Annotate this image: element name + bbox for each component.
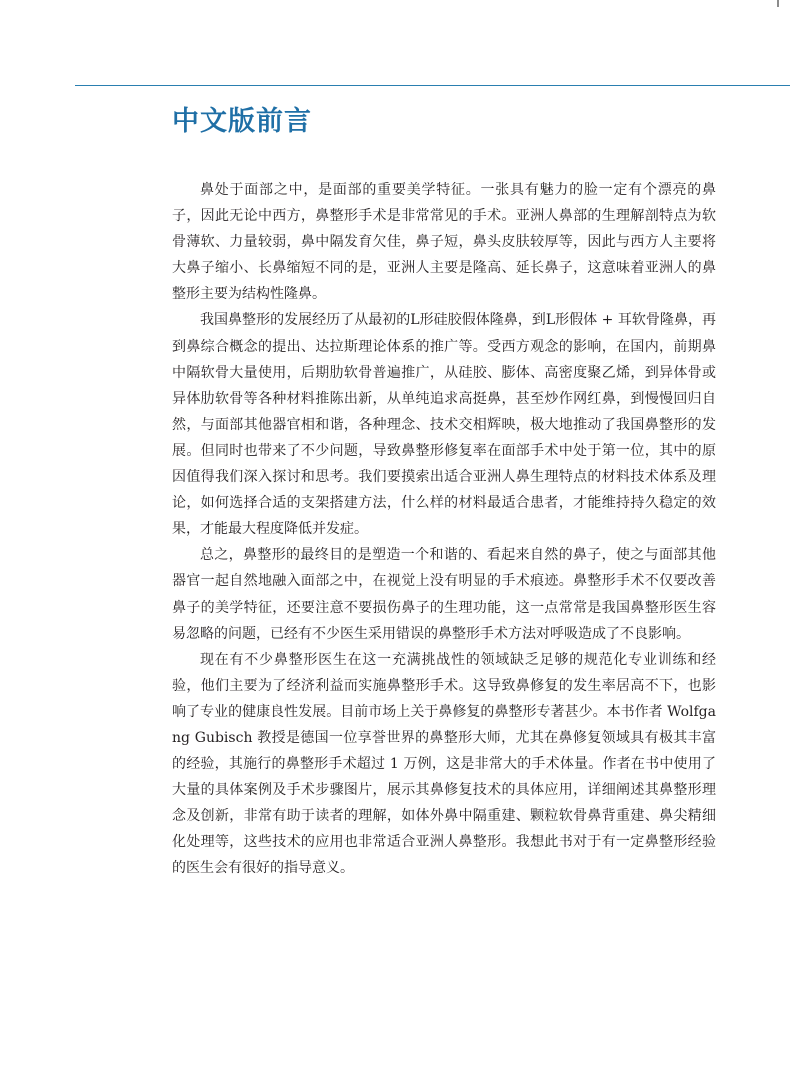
paragraph-3: 总之，鼻整形的最终目的是塑造一个和谐的、看起来自然的鼻子，使之与面部其他器官一起自然地融入面部之中，在视觉上没有明显的手术痕迹。鼻整形手术不仅要改善鼻子的美学特征，还要注意不要损伤鼻子的生理功能，这一点常常是我国鼻整形医生容易忽略的问题，已经有不少医生采用错误的鼻整形手术方法对呼吸造成了不良影响。 xyxy=(172,547,716,642)
header-rule xyxy=(75,85,790,86)
page-title: 中文版前言 xyxy=(172,106,312,137)
paragraph-2: 我国鼻整形的发展经历了从最初的L形硅胶假体隆鼻，到L形假体 + 耳软骨隆鼻，再到鼻综合概念的提出、达拉斯理论体系的推广等。受西方观念的影响，在国内，前期鼻中隔软骨大量使用，后期肋软骨普遍推广，从硅胶、膨体、高密度聚乙烯，到异体骨或异体肋软骨等各种材料推陈出新，从单纯追求高挺鼻，甚至炒作网红鼻，到慢慢回归自然，与面部其他器官相和谐，各种理念、技术交相辉映，极大地推动了我国鼻整形的发展。但同时也带来了不少问题，导致鼻整形修复率在面部手术中处于第一位，其中的原因值得我们深入探讨和思考。我们要摸索出适合亚洲人鼻生理特点的材料技术体系及理论，如何选择合适的支架搭建方法，什么样的材料最适合患者，才能维持持久稳定的效果，才能最大程度降低并发症。 xyxy=(172,312,716,538)
page-corner-mark xyxy=(777,0,779,7)
paragraph-1: 鼻处于面部之中，是面部的重要美学特征。一张具有魅力的脸一定有个漂亮的鼻子，因此无论中西方，鼻整形手术是非常常见的手术。亚洲人鼻部的生理解剖特点为软骨薄软、力量较弱，鼻中隔发育欠佳，鼻子短，鼻头皮肤较厚等，因此与西方人主要将大鼻子缩小、长鼻缩短不同的是，亚洲人主要是隆高、延长鼻子，这意味着亚洲人的鼻整形主要为结构性隆鼻。 xyxy=(172,182,716,303)
preface-body xyxy=(172,177,716,882)
paragraph-4: 现在有不少鼻整形医生在这一充满挑战性的领域缺乏足够的规范化专业训练和经验，他们主要为了经济利益而实施鼻整形手术。这导致鼻修复的发生率居高不下，也影响了专业的健康良性发展。目前市场上关于鼻修复的鼻整形专著甚少。本书作者 Wolfgang Gubisch 教授是德国一位享誉世界的鼻整形大师，尤其在鼻修复领域具有极其丰富的经验，其施行的鼻整形手术超过 1 万例，这是非常大的手术体量。作者在书中使用了大量的具体案例及手术步骤图片，展示其鼻修复技术的具体应用，详细阐述其鼻整形理念及创新，非常有助于读者的理解，如体外鼻中隔重建、颗粒软骨鼻背重建、鼻尖精细化处理等，这些技术的应用也非常适合亚洲人鼻整形。我想此书对于有一定鼻整形经验的医生会有很好的指导意义。 xyxy=(172,651,716,877)
